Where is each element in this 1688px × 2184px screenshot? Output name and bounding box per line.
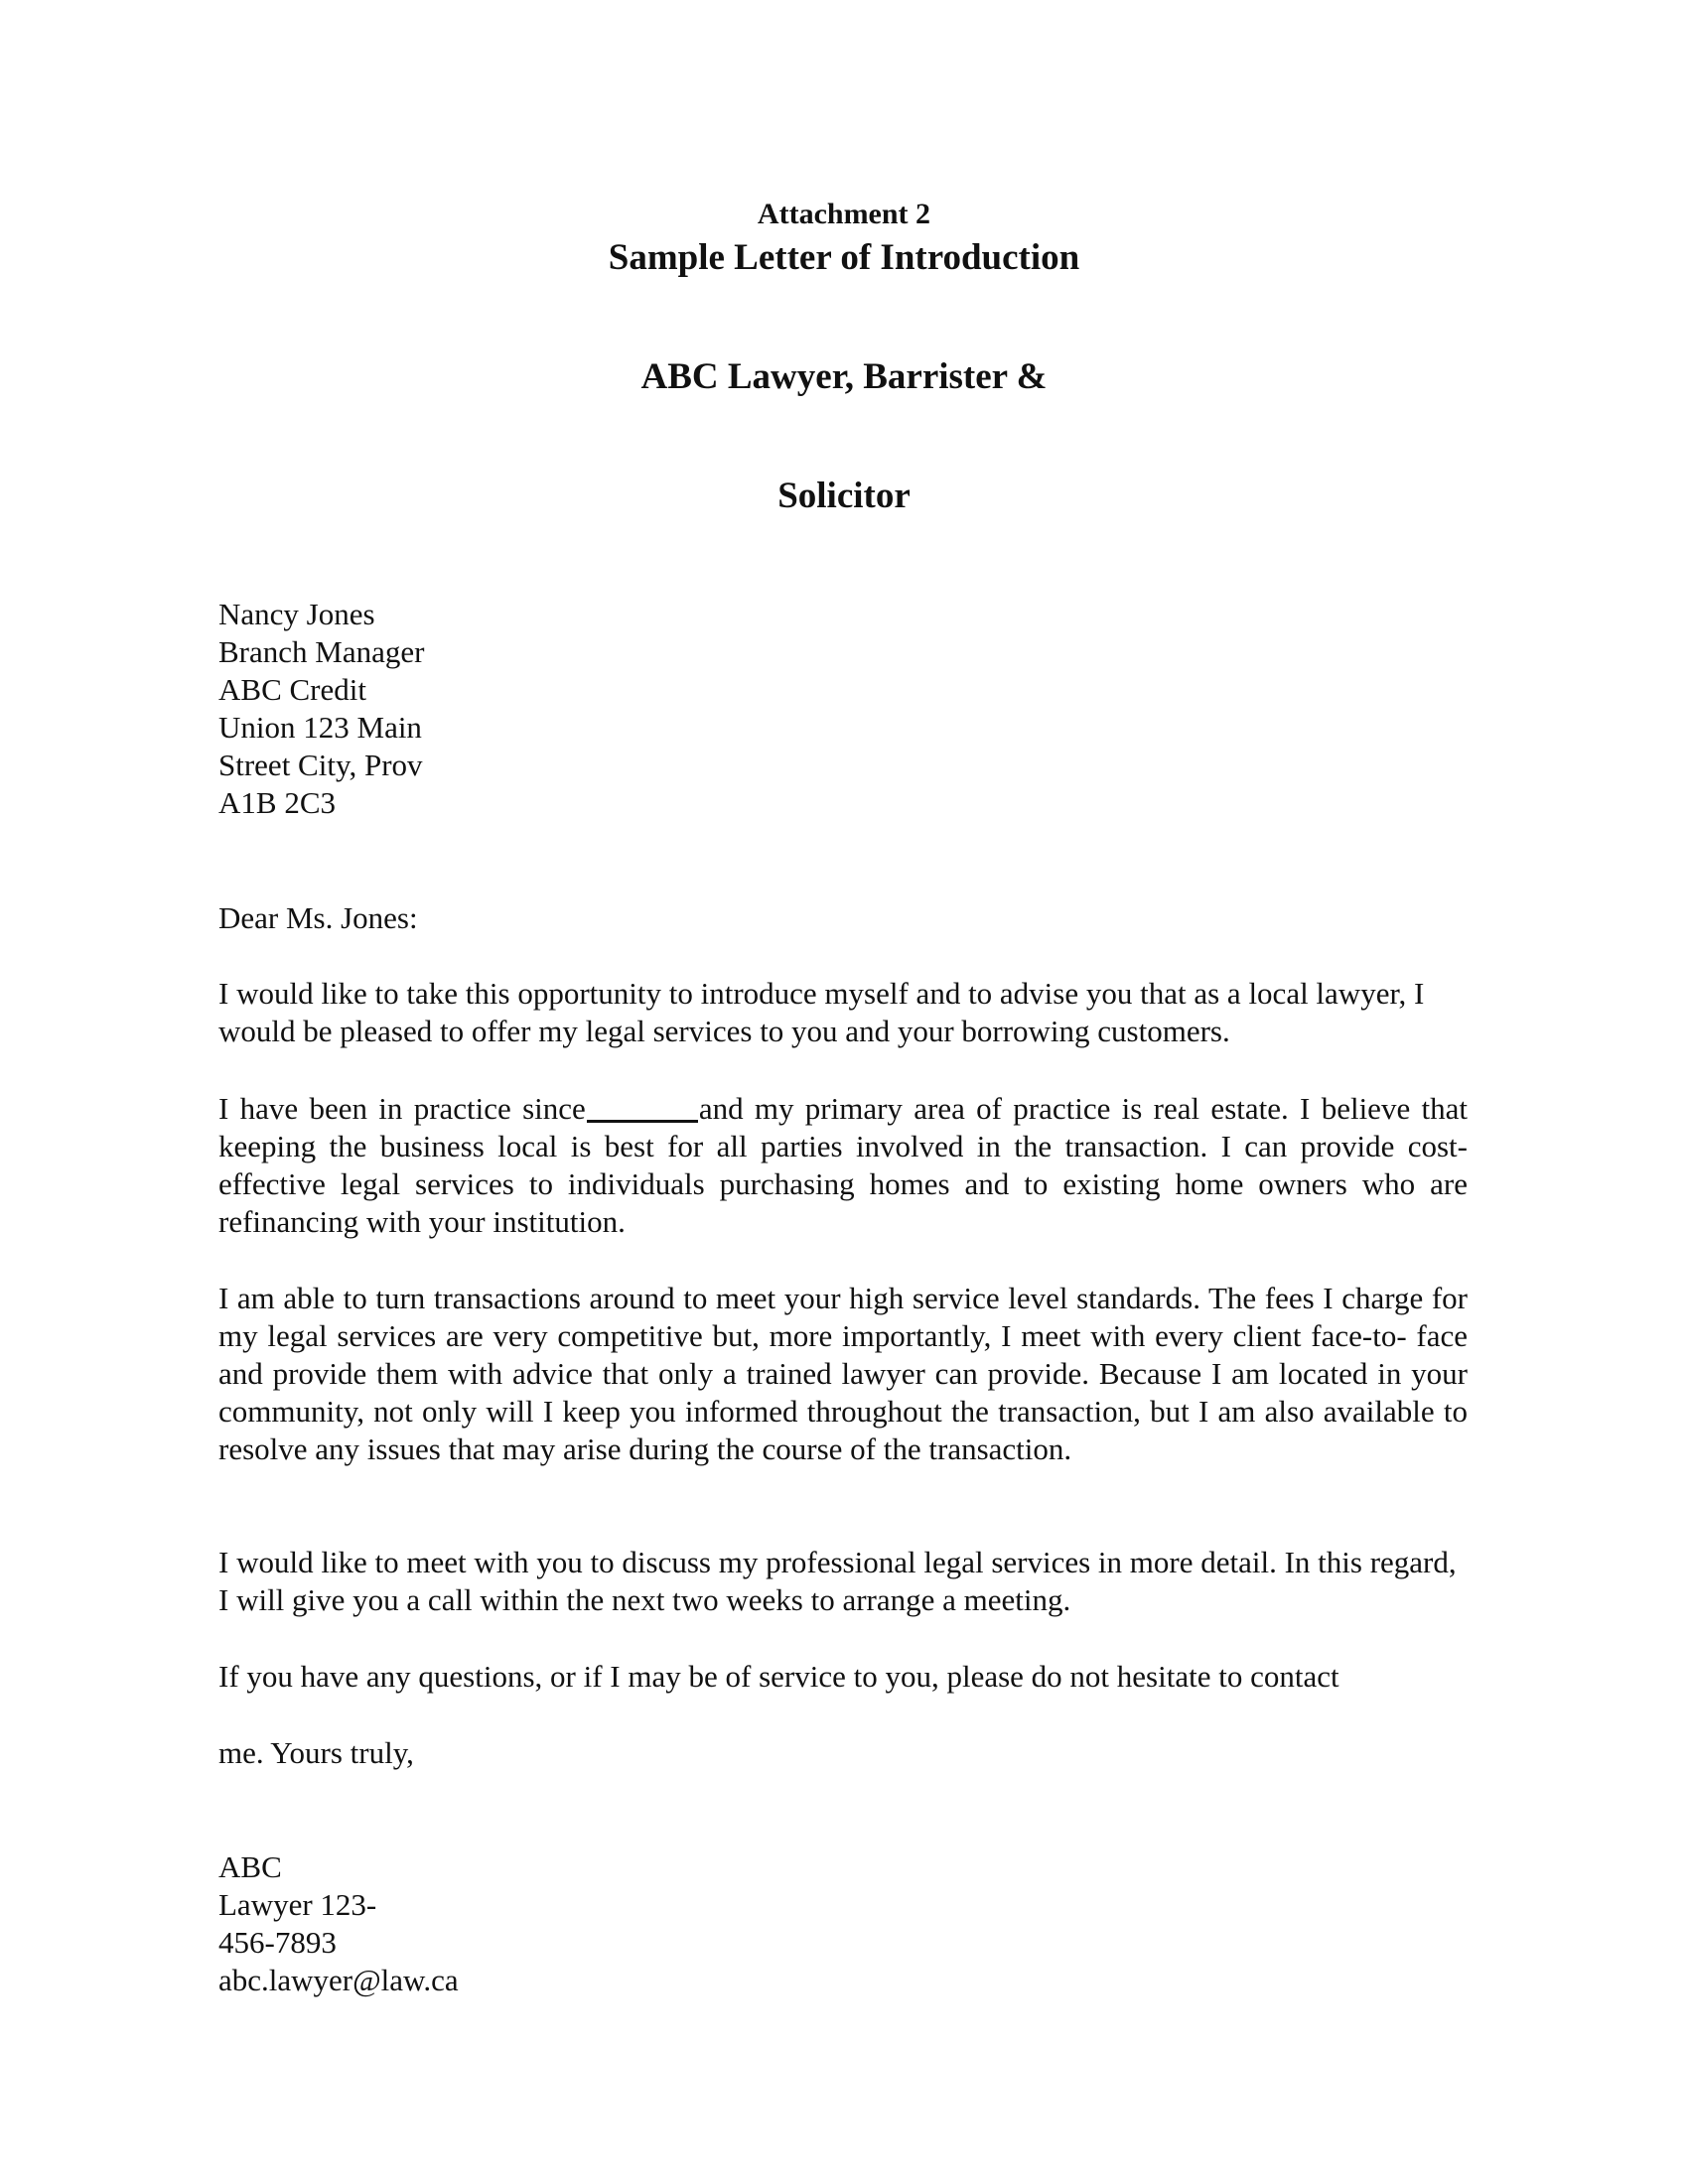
recipient-address (218, 596, 1468, 822)
recipient-organization: ABC Credit (218, 672, 366, 707)
salutation: Dear Ms. Jones: (218, 900, 418, 935)
signature-title-phone: Lawyer 123- (218, 1887, 377, 1922)
document-title: Sample Letter of Introduction (608, 237, 1080, 278)
paragraph-practice-start: I have been in practice since (218, 1091, 586, 1126)
signature-phone: 456-7893 (218, 1925, 337, 1960)
recipient-name: Nancy Jones (218, 597, 375, 631)
paragraph-practice-end: and my primary area of practice is real estate. I believe that keeping the business local is best for all parties involved in the transaction. I can provide cost- effective legal services to individuals purchasing homes and to existing home owners who are refinancing with your institution. (218, 1091, 1468, 1239)
firm-name-line-2: Solicitor (777, 476, 911, 516)
paragraph-practice (218, 1090, 1468, 1241)
recipient-title: Branch Manager (218, 634, 425, 669)
year-blank-line (587, 1092, 698, 1123)
recipient-address-line-1: Union 123 Main (218, 710, 422, 745)
recipient-address-line-2: Street City, Prov (218, 748, 423, 782)
attachment-label: Attachment 2 (757, 198, 931, 230)
paragraph-contact: If you have any questions, or if I may be of service to you, please do not hesitate to contact (218, 1659, 1339, 1694)
paragraph-services: I am able to turn transactions around to meet your high service level standards. The fees I charge for my legal services are very competitive but, more importantly, I meet with every client face-to- face and provide them with advice that only a trained lawyer can provide. Because I am located in your community, not only will I keep you informed throughout the transaction, but I am also available to resolve any issues that may arise during the course of the transaction. (218, 1281, 1468, 1466)
paragraph-introduction: I would like to take this opportunity to introduce myself and to advise you that as a local lawyer, I would be pleased to offer my legal services to you and your borrowing customers. (218, 976, 1425, 1048)
recipient-postal-code: A1B 2C3 (218, 785, 336, 820)
signature-email: abc.lawyer@law.ca (218, 1963, 459, 1997)
signature-block (218, 1848, 1468, 1999)
firm-name-line-1: ABC Lawyer, Barrister & (640, 356, 1048, 397)
signature-name: ABC (218, 1849, 282, 1884)
closing: me. Yours truly, (218, 1735, 414, 1770)
paragraph-meeting: I would like to meet with you to discuss my professional legal services in more detail. In this regard, I will give you a call within the next two weeks to arrange a meeting. (218, 1545, 1457, 1617)
